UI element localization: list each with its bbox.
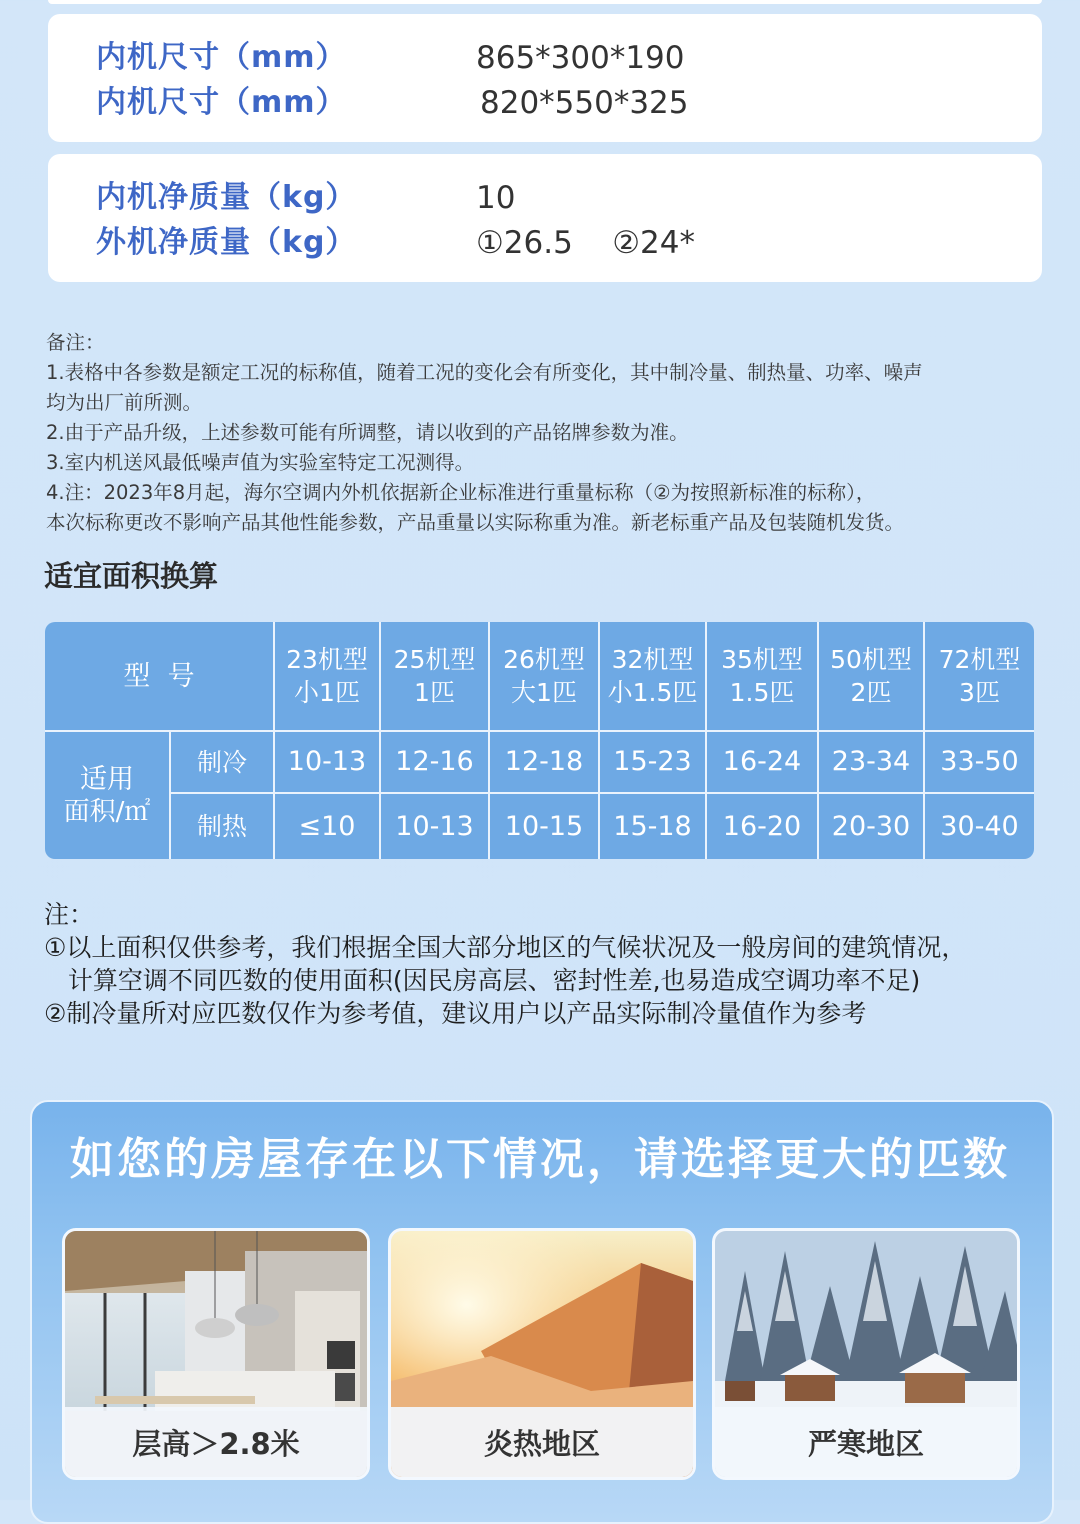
remarks-line: 1.表格中各参数是额定工况的标称值，随着工况的变化会有所变化，其中制冷量、制热量、功率、噪声 (46, 361, 923, 384)
cool-value: 33-50 (940, 746, 1019, 777)
area-section-title: 适宜面积换算 (44, 559, 219, 593)
heat-value: ≤10 (298, 810, 356, 842)
cool-value-cell (707, 732, 817, 792)
model-hp: 大1匹 (511, 678, 577, 707)
cool-value-cell (275, 732, 379, 792)
heat-value: 10-13 (395, 810, 474, 842)
cool-value-cell (925, 732, 1034, 792)
remarks-line: 3.室内机送风最低噪声值为实验室特定工况测得。 (46, 451, 475, 474)
table-divider (379, 622, 381, 859)
heat-value-cell (275, 794, 379, 859)
area-header-line2: 面积/㎡ (63, 796, 151, 827)
cool-value: 12-18 (504, 746, 584, 777)
remarks-title: 备注： (46, 331, 105, 354)
cool-value: 15-23 (613, 746, 692, 777)
remarks-line: 2.由于产品升级，上述参数可能有所调整，请以收到的产品铭牌参数为准。 (46, 421, 689, 444)
model-col-header (490, 622, 598, 730)
remarks-line: 均为出厂前所测。 (46, 391, 203, 414)
spec-label: 内机尺寸（mm） (96, 85, 347, 120)
cool-value-cell (819, 732, 923, 792)
model-hp: 1.5匹 (729, 678, 795, 707)
table-divider (488, 622, 490, 859)
heat-value-cell (819, 794, 923, 859)
cool-value-cell (600, 732, 705, 792)
model-hp: 小1匹 (294, 678, 360, 707)
model-col-header (707, 622, 817, 730)
cool-value: 16-24 (722, 746, 802, 777)
remarks-block (46, 328, 1046, 538)
cool-value-cell (381, 732, 488, 792)
notes-block (44, 898, 1044, 1030)
area-header-line1: 适用 (80, 763, 134, 795)
remarks-line: 本次标称更改不影响产品其他性能参数，产品重量以实际称重为准。新老标重产品及包装随机发货。 (46, 511, 905, 534)
cool-label: 制冷 (196, 747, 247, 777)
model-hp: 3匹 (959, 678, 1000, 707)
model-col-header (381, 622, 488, 730)
table-divider (598, 622, 600, 859)
heat-value: 10-15 (504, 810, 584, 842)
weights-card (48, 154, 1042, 282)
model-name: 35机型 (721, 645, 803, 674)
model-col-header (925, 622, 1034, 730)
table-divider (45, 730, 1034, 732)
table-divider (273, 622, 275, 859)
top-card-edge (48, 0, 1042, 4)
banner-title: 如您的房屋存在以下情况，请选择更大的匹数 (70, 1134, 1010, 1185)
heat-value: 20-30 (831, 810, 911, 842)
model-col-header (819, 622, 923, 730)
card-hot-region (388, 1228, 696, 1480)
spec-label: 内机尺寸（mm） (96, 40, 347, 75)
model-name: 50机型 (830, 645, 912, 674)
spec-row-dimension-1 (48, 36, 1042, 80)
model-col-header (600, 622, 705, 730)
notes-title: 注： (44, 900, 95, 929)
table-divider (169, 792, 1034, 794)
cool-label-cell (171, 732, 273, 792)
heat-value: 16-20 (722, 810, 802, 842)
heat-value-cell (600, 794, 705, 859)
model-name: 72机型 (938, 645, 1021, 674)
spec-value: 865*300*190 (476, 40, 685, 76)
model-name: 25机型 (393, 645, 476, 674)
model-name: 23机型 (286, 645, 368, 674)
notes-line: ②制冷量所对应匹数仅作为参考值，建议用户以产品实际制冷量值作为参考 (44, 999, 867, 1028)
card-label: 炎热地区 (391, 1407, 693, 1477)
card-high-ceiling (62, 1228, 370, 1480)
dimensions-card (48, 14, 1042, 142)
heat-value-cell (490, 794, 598, 859)
notes-line: ①以上面积仅供参考，我们根据全国大部分地区的气候状况及一般房间的建筑情况， (44, 933, 967, 962)
model-header-cell (45, 622, 273, 730)
heat-value-cell (707, 794, 817, 859)
spec-value: 820*550*325 (480, 85, 689, 121)
heat-value: 15-18 (613, 810, 692, 842)
cool-value: 12-16 (395, 746, 474, 777)
notes-line: 计算空调不同匹数的使用面积(因民房高层、密封性差,也易造成空调功率不足) (44, 966, 921, 995)
model-name: 26机型 (503, 645, 585, 674)
table-divider (169, 730, 171, 859)
heat-value: 30-40 (940, 810, 1019, 842)
spec-label: 外机净质量（kg） (96, 225, 357, 260)
spec-value: 10 (476, 180, 516, 216)
table-divider (923, 622, 925, 859)
spec-row-weight-indoor (48, 176, 1042, 220)
model-hp: 小1.5匹 (607, 678, 698, 707)
spec-row-weight-outdoor (48, 221, 1042, 265)
cool-value-cell (490, 732, 598, 792)
model-name: 32机型 (611, 645, 694, 674)
model-col-header (275, 622, 379, 730)
card-cold-region (712, 1228, 1020, 1480)
model-hp: 1匹 (414, 678, 455, 707)
heat-label: 制热 (196, 812, 247, 841)
cool-value: 10-13 (287, 746, 367, 777)
card-label: 层高＞2.8米 (65, 1407, 367, 1477)
area-table (45, 622, 1034, 859)
card-label: 严寒地区 (715, 1407, 1017, 1477)
heat-value-cell (925, 794, 1034, 859)
table-divider (817, 622, 819, 859)
heat-value-cell (381, 794, 488, 859)
cool-value: 23-34 (831, 746, 911, 777)
model-hp: 2匹 (850, 678, 892, 707)
spec-label: 内机净质量（kg） (96, 180, 357, 215)
model-header: 型 号 (123, 660, 195, 692)
area-header-cell (45, 732, 169, 859)
remarks-line: 4.注：2023年8月起，海尔空调内外机依据新企业标准进行重量标称（②为按照新标准的标称）， (46, 481, 876, 504)
spec-value: ①26.5 ②24* (476, 225, 695, 261)
spec-row-dimension-2 (48, 81, 1042, 125)
table-divider (705, 622, 707, 859)
heat-label-cell (171, 794, 273, 859)
